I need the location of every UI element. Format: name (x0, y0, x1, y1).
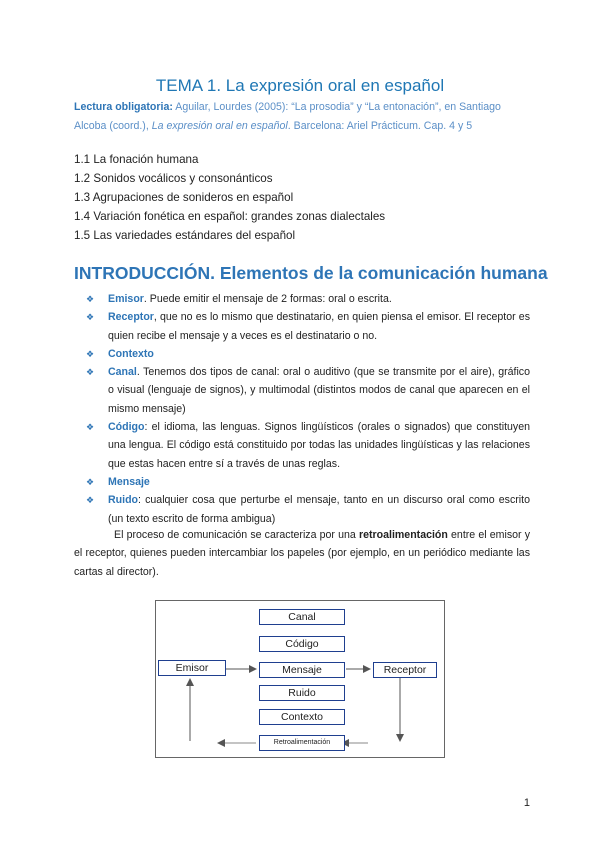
table-of-contents (74, 150, 385, 245)
page-number: 1 (523, 797, 530, 809)
item-text: : el idioma, las lenguas. Signos lingüísticos (orales o signados) que constituyen una lengua. El código está constituido por todas las unidades lingüísticas y las relaciones que estas hacen entre sí a través de unas reglas. (108, 421, 530, 470)
required-reading (74, 98, 530, 136)
canal-box: Canal (259, 609, 345, 625)
paragraph-text: El proceso de comunicación se caracteriza por una (114, 529, 359, 541)
toc-item: 1.2 Sonidos vocálicos y consonánticos (74, 172, 273, 185)
document-title: TEMA 1. La expresión oral en español (155, 76, 445, 95)
diamond-bullet-icon: ❖ (86, 348, 95, 359)
elements-list (86, 290, 530, 528)
list-item (86, 418, 530, 473)
item-term: Emisor (108, 293, 144, 305)
list-item (86, 363, 530, 418)
feedback-paragraph (74, 526, 530, 581)
toc-item: 1.3 Agrupaciones de sonideros en español (74, 191, 294, 204)
item-text: , que no es lo mismo que destinatario, en quien piensa el emisor. El receptor es quien recibe el mensaje y a veces es el destinatario o no. (108, 311, 530, 342)
reading-text-end: . Barcelona: Ariel Prácticum. Cap. 4 y 5 (287, 120, 473, 132)
item-term: Código (108, 421, 145, 434)
reading-book-title: La expresión oral en español (151, 120, 288, 132)
diamond-bullet-icon: ❖ (86, 422, 95, 433)
reading-text: Aguilar, Lourdes (2005): “La prosodia” y “La entonación”, en Santiago Alcoba (coord.), (74, 101, 501, 132)
diamond-bullet-icon: ❖ (86, 495, 95, 506)
diamond-bullet-icon: ❖ (86, 294, 95, 304)
ruido-box: Ruido (259, 685, 345, 701)
item-term: Canal (108, 366, 137, 379)
toc-item: 1.5 Las variedades estándares del español (74, 229, 296, 242)
list-item (86, 308, 530, 345)
toc-item: 1.4 Variación fonética en español: grandes zonas dialectales (74, 210, 386, 223)
list-item (86, 491, 530, 528)
retroalimentacion-box: Retroalimentación (259, 735, 345, 751)
item-term: Contexto (108, 347, 154, 360)
list-item (86, 290, 530, 308)
paragraph-bold-term: retroalimentación (358, 529, 448, 541)
section-heading: INTRODUCCIÓN. Elementos de la comunicación humana (74, 263, 548, 283)
receptor-box: Receptor (373, 662, 437, 678)
list-item (86, 345, 530, 363)
communication-diagram (155, 600, 445, 758)
paragraph-text-end: entre el emisor y el receptor, quienes pueden intercambiar los papeles (por ejemplo, en un periódico mediante las cartas al director). (74, 529, 531, 578)
item-text: . Puede emitir el mensaje de 2 formas: oral o escrita. (143, 293, 392, 305)
diamond-bullet-icon: ❖ (86, 367, 95, 378)
toc-item: 1.1 La fonación humana (74, 153, 199, 166)
item-term: Mensaje (108, 475, 150, 488)
mensaje-box: Mensaje (259, 662, 345, 678)
emisor-box: Emisor (158, 660, 226, 676)
contexto-box: Contexto (259, 709, 345, 725)
item-term: Receptor (108, 311, 154, 324)
diamond-bullet-icon: ❖ (86, 312, 95, 323)
diamond-bullet-icon: ❖ (86, 476, 95, 487)
codigo-box: Código (259, 636, 345, 652)
item-text: . Tenemos dos tipos de canal: oral o auditivo (que se transmite por el aire), gráfico o visual (lenguaje de signos), y multimodal (distintos modos de canal que aparecen en el mismo mensaje) (108, 366, 530, 415)
list-item (86, 473, 530, 491)
item-term: Ruido (108, 494, 139, 507)
reading-label: Lectura obligatoria: (74, 101, 173, 113)
item-text: : cualquier cosa que perturbe el mensaje, tanto en un discurso oral como escrito (un texto escrito de forma ambigua) (108, 494, 530, 525)
